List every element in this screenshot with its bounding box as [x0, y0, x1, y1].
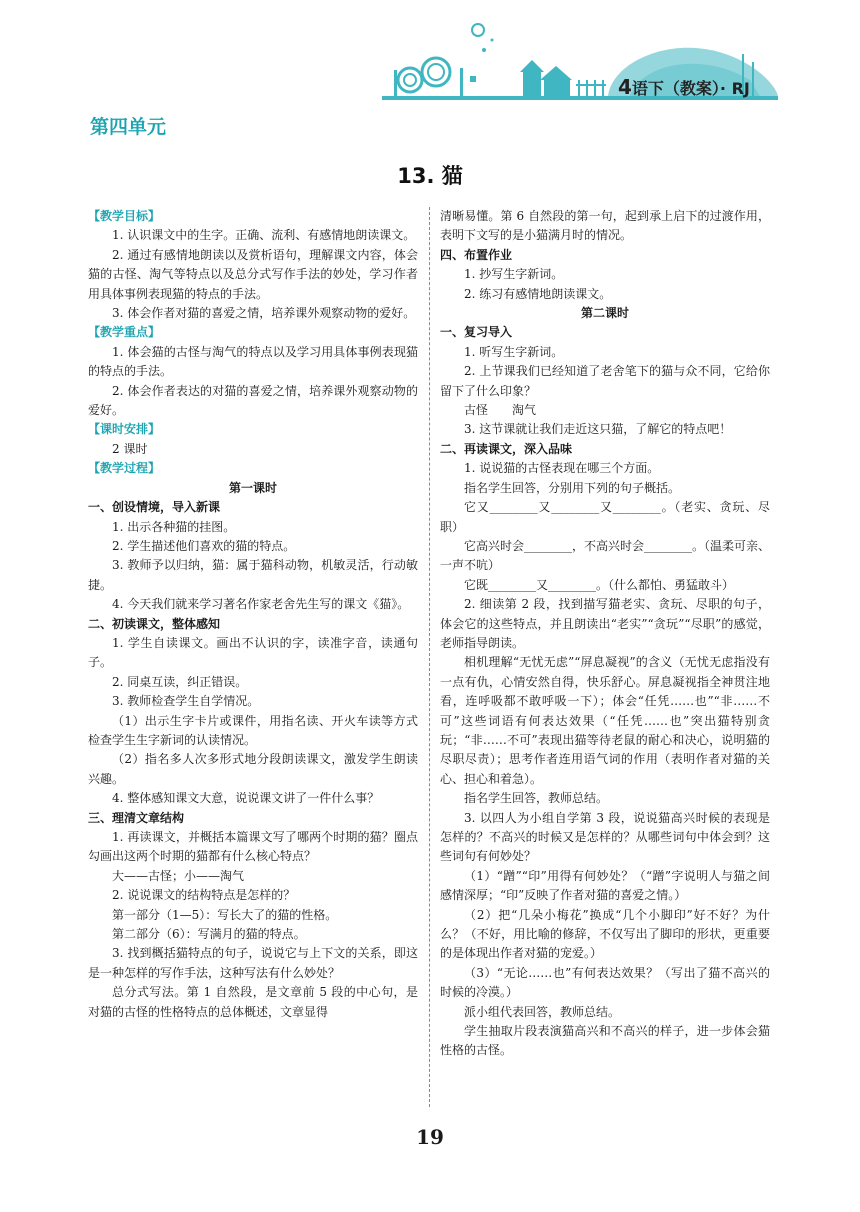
paragraph: 1. 再读课文，并概括本篇课文写了哪两个时期的猫？圈点勾画出这两个时期的猫都有什么核心特点？ [88, 830, 418, 864]
paragraph: 2. 练习有感情地朗读课文。 [464, 286, 612, 301]
paragraph: 2. 学生描述他们喜欢的猫的特点。 [112, 538, 296, 553]
paragraph: （1）“蹭”“印”用得有何妙处？（“蹭”字说明人与猫之间感情深厚；“印”反映了作者对猫的喜爱之情。） [440, 868, 770, 903]
paragraph: 3. 以四人为小组自学第 3 段，说说猫高兴时候的表现是怎样的？不高兴的时候又是怎样的？从哪些词句中体会到？这些词句有何妙处？ [440, 810, 770, 864]
paragraph: 1. 认识课文中的生字。正确、流利、有感情地朗读课文。 [112, 228, 416, 243]
section-heading: 一、创设情境，导入新课 [88, 500, 221, 515]
section-heading: 一、复习导入 [440, 325, 513, 340]
paragraph: 2. 说说课文的结构特点是怎样的？ [112, 888, 296, 903]
paragraph: 2. 体会作者表达的对猫的喜爱之情，培养课外观察动物的爱好。 [88, 383, 418, 418]
paragraph: 第一部分（1—5）：写长大了的猫的性格。 [112, 907, 338, 922]
paragraph: 清晰易懂。第 6 自然段的第一句，起到承上启下的过渡作用，表明下文写的是小猫满月时的情况。 [440, 209, 770, 243]
paragraph: 2 课时 [112, 441, 148, 456]
paragraph: 3. 这节课就让我们走近这只猫，了解它的特点吧！ [464, 422, 732, 437]
paragraph: 2. 上节课我们已经知道了老舍笔下的猫与众不同，它给你留下了什么印象？ [440, 364, 770, 398]
paragraph: 2. 通过有感情地朗读以及赏析语句，理解课文内容，体会猫的古怪、淘气等特点以及总分式写作手法的妙处，学习作者用具体事例表现猫的特点的手法。 [88, 247, 418, 301]
paragraph: 2. 细读第 2 段，找到描写猫老实、贪玩、尽职的句子，体会它的这些特点，并且朗读出“老实”“贪玩”“尽职”的感觉，老师指导朗读。 [440, 597, 770, 650]
paragraph: （2）把“几朵小梅花”换成“几个小脚印”好不好？为什么？（不好，用比喻的修辞，不仅写出了脚印的形状，更重要的是体现出作者对猫的宠爱。） [440, 907, 770, 961]
section-tag: 【教学过程】 [88, 461, 161, 476]
paragraph: 1. 说说猫的古怪表现在哪三个方面。 [464, 461, 660, 476]
section-tag: 【课时安排】 [88, 422, 161, 437]
page-number: 19 [416, 1125, 444, 1149]
paragraph: （2）指名多人次多形式地分段朗读课文，激发学生朗读兴趣。 [88, 752, 418, 786]
paragraph: 派小组代表回答，教师总结。 [464, 1004, 621, 1019]
paragraph: 大——古怪；小——淘气 [112, 868, 245, 883]
section-heading: 四、布置作业 [440, 247, 513, 262]
paragraph: 4. 今天我们就来学习著名作家老舍先生写的课文《猫》。 [112, 597, 410, 612]
paragraph: 它高兴时会________，不高兴时会________。（温柔可亲、一声不吭） [440, 538, 771, 573]
paragraph: 指名学生回答，分别用下列的句子概括。 [464, 480, 681, 495]
right-column [440, 207, 770, 1061]
paragraph: 它既________又________。（什么都怕、勇猛敢斗） [464, 577, 735, 592]
paragraph: 相机理解“无忧无虑”“屏息凝视”的含义（无忧无虑指没有一点有仇，心情安然自得，快乐舒心。屏息凝视指全神贯注地看，连呼吸都不敢呼吸一下）；体会“任凭……也”“非……不可”这些词语有何表达效果（“任凭……也”突出猫特别贪玩；“非……不可”表现出猫等待老鼠的耐心和决心，说明猫的尽职尽责）；思考作者连用语气词的作用（表明作者对猫的关心、担心和着急）。 [440, 655, 770, 786]
paragraph: 1. 体会猫的古怪与淘气的特点以及学习用具体事例表现猫的特点的手法。 [88, 344, 418, 379]
column-divider [429, 207, 430, 1107]
section-heading: 二、初读课文，整体感知 [88, 616, 221, 631]
section-heading: 三、理清文章结构 [88, 810, 185, 825]
paragraph: 3. 教师予以归纳，猫：属于猫科动物，机敏灵活，行动敏捷。 [88, 558, 418, 592]
paragraph: 3. 找到概括猫特点的句子，说说它与上下文的关系，即这是一种怎样的写作手法，这种写法有什么妙处？ [88, 946, 418, 980]
section-heading: 二、再读课文，深入品味 [440, 441, 573, 456]
lesson-period-heading: 第二课时 [580, 306, 629, 321]
paragraph: 第二部分（6）：写满月的猫的特点。 [112, 927, 306, 942]
paragraph: 4. 整体感知课文大意，说说课文讲了一件什么事？ [112, 791, 380, 806]
lesson-title: 13. 猫 [397, 164, 463, 188]
paragraph: 1. 听写生字新词。 [464, 344, 564, 359]
left-column [88, 207, 418, 1022]
paragraph: 1. 出示各种猫的挂图。 [112, 519, 236, 534]
paragraph: 古怪 淘气 [464, 403, 537, 418]
section-tag: 【教学目标】 [88, 209, 161, 223]
paragraph: 3. 体会作者对猫的喜爱之情，培养课外观察动物的爱好。 [112, 306, 416, 321]
grade-label: 4语下（教案）· RJ [618, 75, 750, 99]
section-tag: 【教学重点】 [88, 325, 161, 340]
unit-title: 第四单元 [90, 116, 167, 138]
paragraph: 2. 同桌互读，纠正错误。 [112, 674, 248, 689]
paragraph: （3）“无论……也”有何表达效果？（写出了猫不高兴的时候的冷漠。） [440, 965, 770, 1000]
paragraph: 3. 教师检查学生自学情况。 [112, 694, 260, 709]
paragraph: 总分式写法。第 1 自然段，是文章前 5 段的中心句，是对猫的古怪的性格特点的总体概述，文章显得 [88, 985, 418, 1019]
paragraph: 学生抽取片段表演猫高兴和不高兴的样子，进一步体会猫性格的古怪。 [440, 1024, 770, 1058]
paragraph: 指名学生回答，教师总结。 [464, 791, 609, 806]
paragraph: 1. 学生自读课文。画出不认识的字，读准字音，读通句子。 [88, 635, 418, 670]
paragraph: 1. 抄写生字新词。 [464, 267, 564, 282]
paragraph: （1）出示生字卡片或课件，用指名读、开火车读等方式检查学生生字新词的认读情况。 [88, 713, 418, 747]
lesson-period-heading: 第一课时 [228, 480, 277, 495]
paragraph: 它又________又________又________。（老实、贪玩、尽职） [440, 500, 770, 534]
